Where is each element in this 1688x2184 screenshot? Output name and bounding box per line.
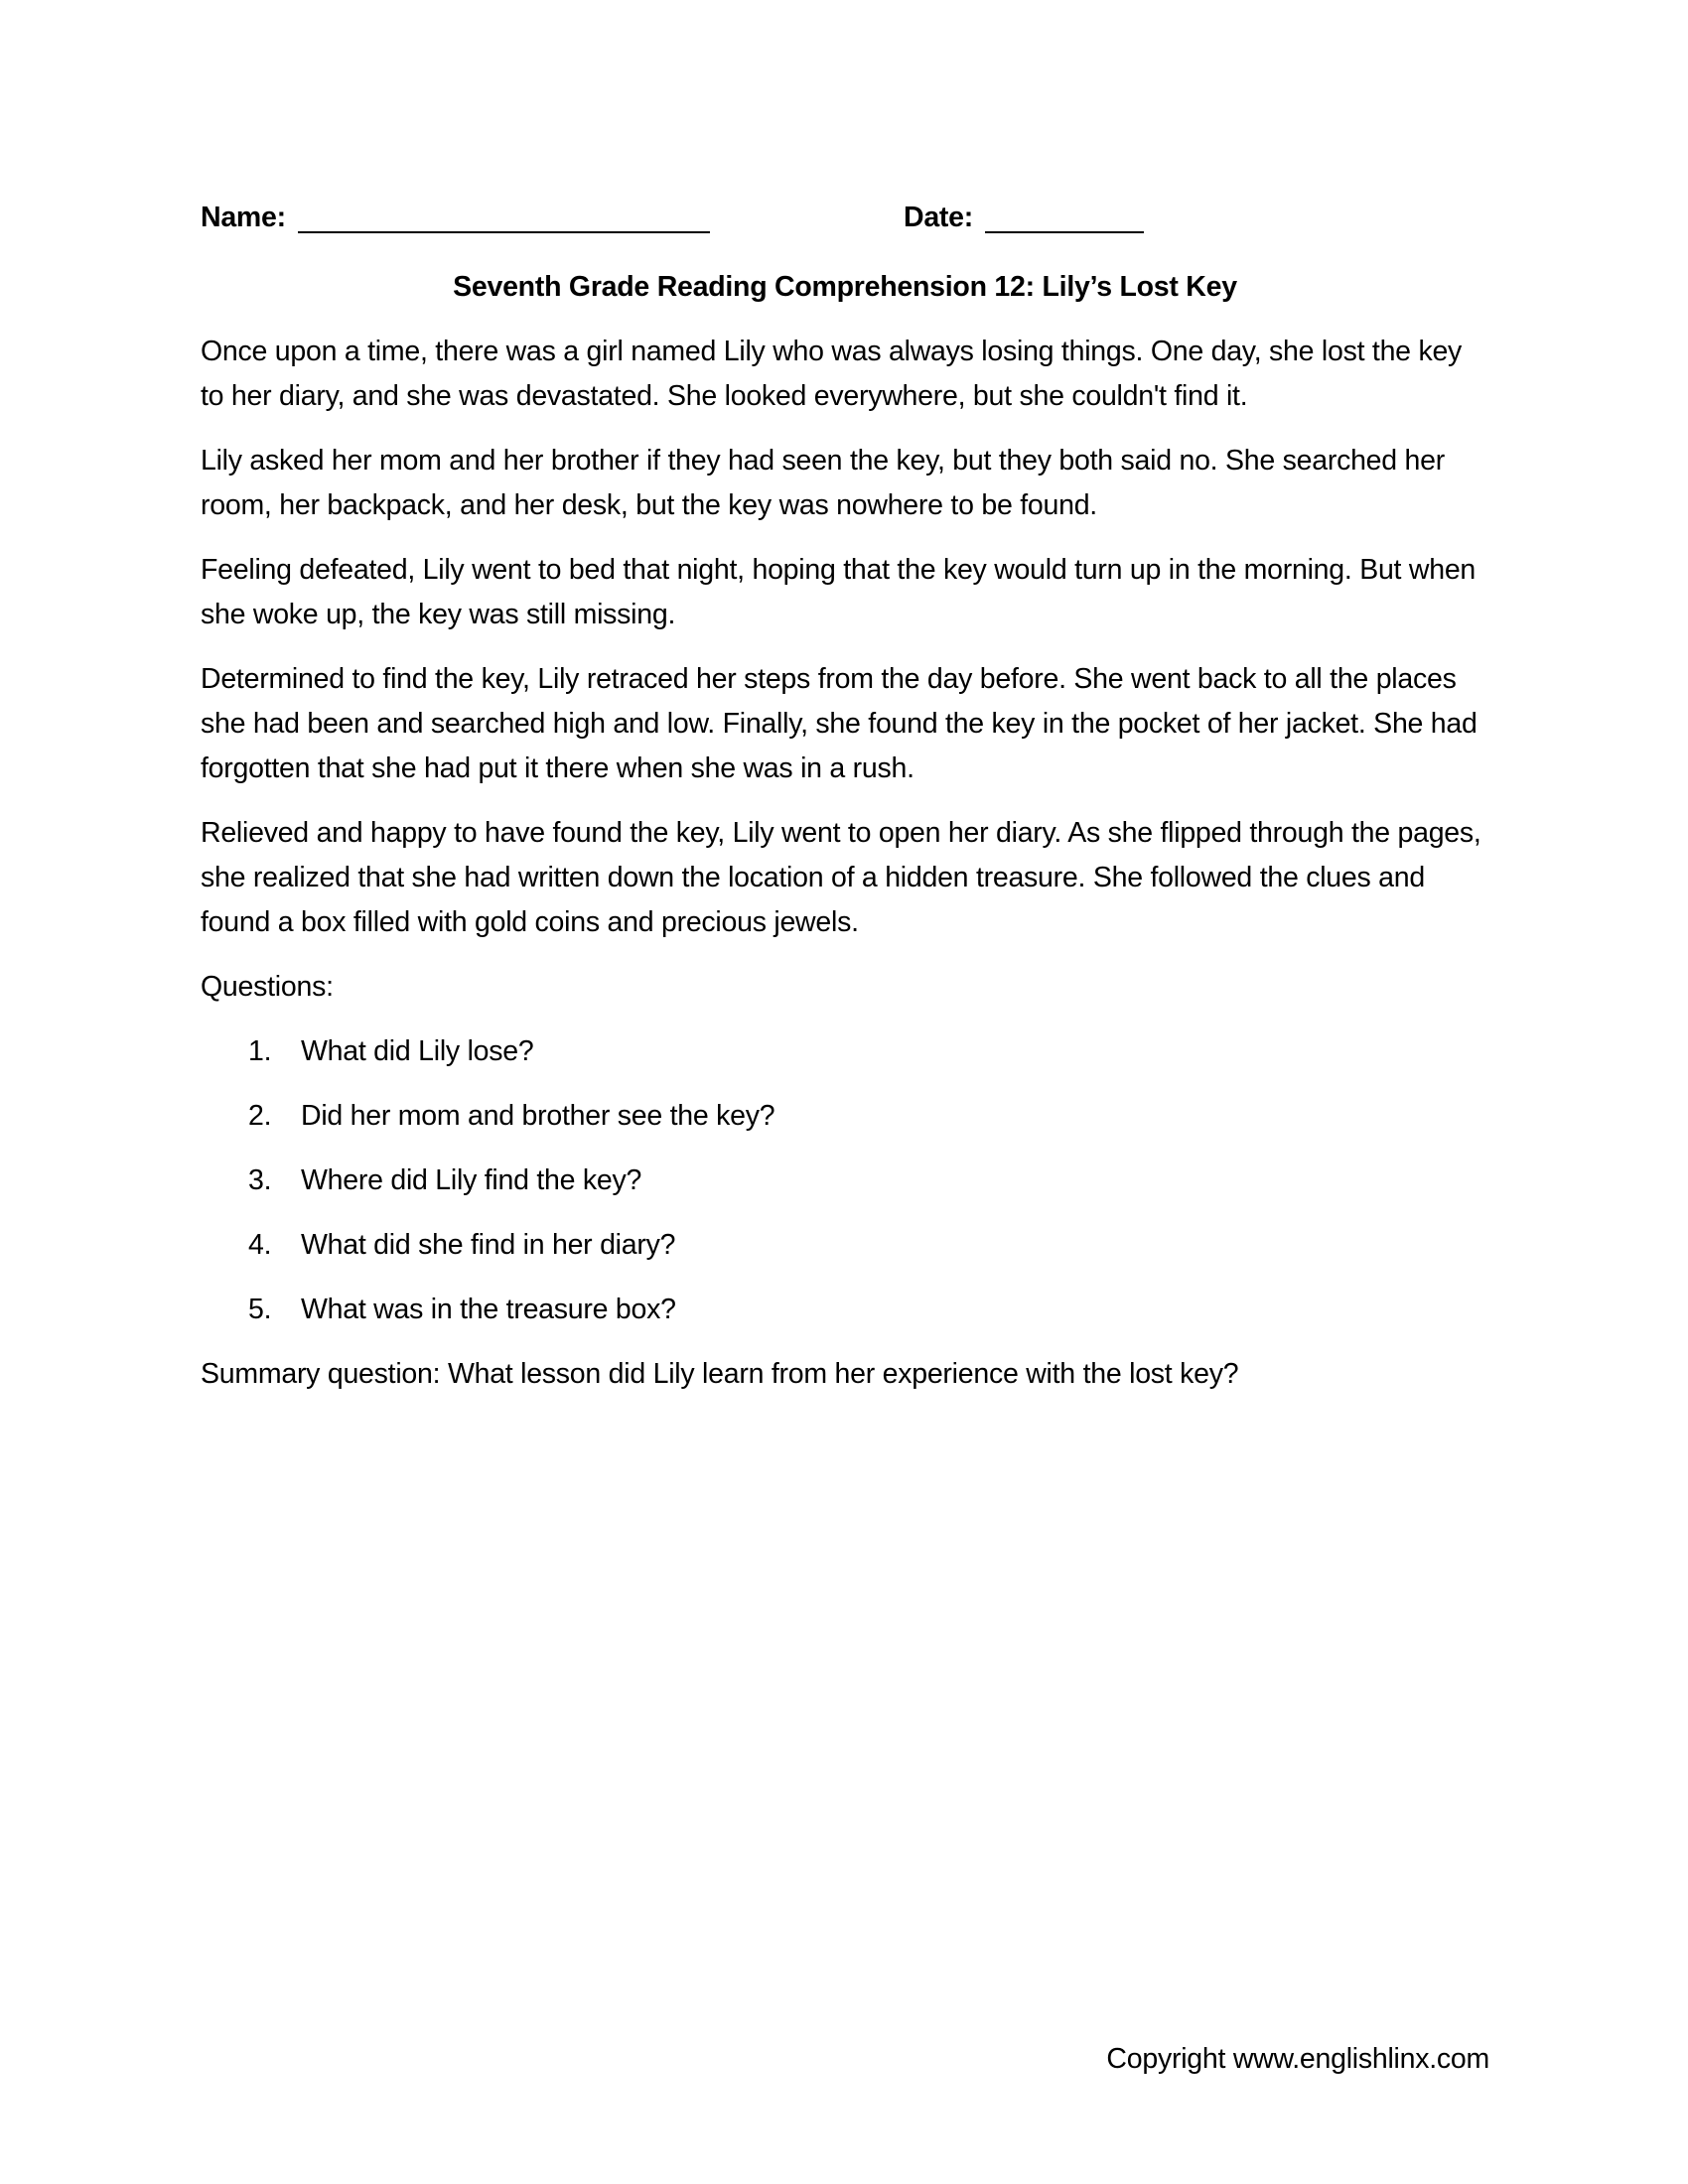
question-number: 5. (248, 1294, 272, 1325)
story-paragraph-1: Once upon a time, there was a girl named Lily who was always losing things. One day, she lost the key to her diary, and she was devastated. She looked everywhere, but she couldn't find it. (201, 336, 1463, 412)
story-paragraph-4: Determined to find the key, Lily retraced her steps from the day before. She went back to all the places she had been and searched high and low. Finally, she found the key in the pocket of her jacket. She had forgotten that she had put it there when she was in a rush. (201, 663, 1477, 784)
question-item (201, 1159, 1489, 1203)
question-text: What was in the treasure box? (301, 1294, 676, 1325)
name-label: Name: (201, 202, 286, 233)
summary-question: Summary question: What lesson did Lily learn from her experience with the lost key? (201, 1358, 1239, 1390)
name-blank-line (298, 231, 710, 233)
question-item (201, 1288, 1489, 1332)
questions-heading: Questions: (201, 971, 334, 1003)
date-group (904, 196, 1144, 240)
question-text: What did Lily lose? (301, 1035, 534, 1067)
question-item (201, 1029, 1489, 1074)
questions-list (201, 1029, 1489, 1332)
story-paragraph-2: Lily asked her mom and her brother if they had seen the key, but they both said no. She searched her room, her backpack, and her desk, but the key was nowhere to be found. (201, 445, 1445, 521)
date-label: Date: (904, 202, 974, 233)
question-number: 3. (248, 1164, 272, 1196)
question-item (201, 1094, 1489, 1139)
story-paragraph-5: Relieved and happy to have found the key, Lily went to open her diary. As she flipped through the pages, she realized that she had written down the location of a hidden treasure. She followed the clues and found a box filled with gold coins and precious jewels. (201, 817, 1481, 938)
question-item (201, 1223, 1489, 1268)
question-text: Where did Lily find the key? (301, 1164, 642, 1196)
question-number: 2. (248, 1100, 272, 1132)
date-blank-line (985, 231, 1144, 233)
question-text: Did her mom and brother see the key? (301, 1100, 775, 1132)
question-number: 4. (248, 1229, 272, 1261)
copyright-text: Copyright www.englishlinx.com (1106, 2043, 1489, 2075)
question-number: 1. (248, 1035, 272, 1067)
name-date-row (201, 196, 1489, 240)
question-text: What did she find in her diary? (301, 1229, 676, 1261)
story-paragraph-3: Feeling defeated, Lily went to bed that night, hoping that the key would turn up in the morning. But when she woke up, the key was still missing. (201, 554, 1477, 630)
worksheet-title: Seventh Grade Reading Comprehension 12: Lily’s Lost Key (453, 271, 1237, 303)
